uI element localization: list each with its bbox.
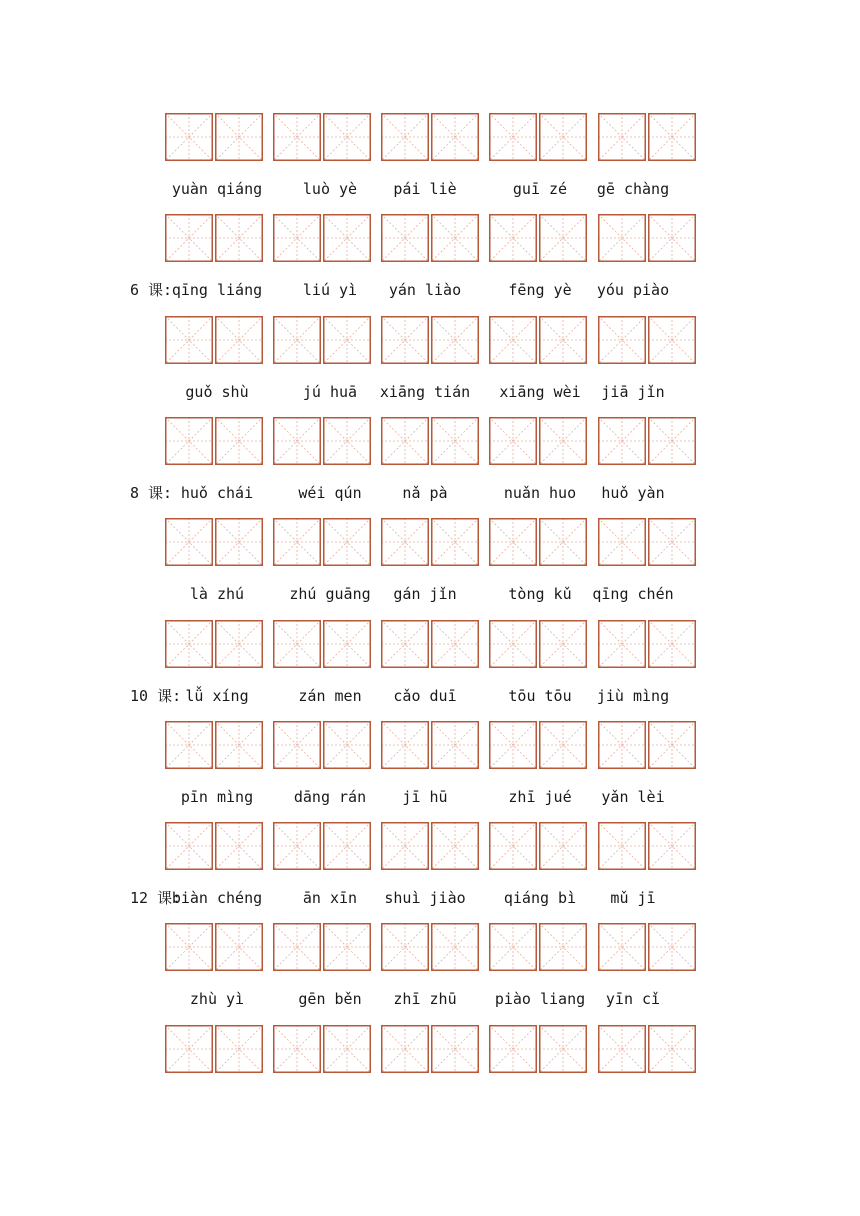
writing-box-pair[interactable] (381, 1025, 480, 1073)
writing-box-pair[interactable] (598, 316, 697, 364)
tianzige-grid (598, 316, 697, 364)
lesson-label: 8 课: (130, 483, 173, 502)
writing-box-pair[interactable] (489, 923, 588, 971)
writing-box-pair[interactable] (381, 721, 480, 769)
tianzige-grid (598, 1025, 697, 1073)
writing-box-pair[interactable] (381, 316, 480, 364)
writing-box-pair[interactable] (273, 214, 372, 262)
tianzige-grid (598, 923, 697, 971)
tianzige-grid (381, 518, 480, 566)
pinyin-row (0, 583, 860, 605)
writing-box-pair[interactable] (381, 822, 480, 870)
writing-box-pair[interactable] (381, 214, 480, 262)
pinyin-word: yǎn lèi (601, 787, 665, 806)
tianzige-grid (489, 721, 588, 769)
pinyin-word: guī zé (512, 180, 568, 198)
pinyin-row (0, 685, 860, 707)
pinyin-word: pái liè (393, 180, 457, 198)
tianzige-grid (273, 417, 372, 465)
writing-box-pair[interactable] (381, 923, 480, 971)
tianzige-grid (273, 214, 372, 262)
pinyin-word: qiáng bì (503, 889, 577, 908)
writing-box-pair[interactable] (381, 417, 480, 465)
writing-box-pair[interactable] (598, 923, 697, 971)
pinyin-word: yán liào (388, 281, 462, 300)
pinyin-word: huǒ chái (180, 483, 254, 502)
pinyin-word: gē chàng (596, 180, 670, 198)
writing-box-pair[interactable] (381, 113, 480, 161)
tianzige-grid (598, 417, 697, 465)
tianzige-grid (489, 316, 588, 364)
pinyin-word: jú huā (302, 382, 358, 401)
tianzige-grid (381, 721, 480, 769)
tianzige-grid (598, 620, 697, 668)
pinyin-word: liú yì (302, 281, 358, 300)
pinyin-word: yóu piào (596, 281, 670, 300)
tianzige-grid (598, 518, 697, 566)
tianzige-grid (273, 923, 372, 971)
writing-box-pair[interactable] (273, 316, 372, 364)
writing-box-pair[interactable] (598, 1025, 697, 1073)
pinyin-word: mǔ jī (610, 889, 656, 908)
tianzige-grid (165, 316, 264, 364)
tianzige-grid (165, 923, 264, 971)
pinyin-row (0, 786, 860, 808)
tianzige-grid (165, 822, 264, 870)
pinyin-word: nǎ pà (402, 483, 448, 502)
pinyin-word: guǒ shù (185, 382, 249, 401)
pinyin-word: jiù mìng (596, 686, 670, 705)
tianzige-grid (381, 1025, 480, 1073)
writing-box-pair[interactable] (489, 721, 588, 769)
writing-box-pair[interactable] (165, 113, 264, 161)
lesson-label: 10 课: (130, 686, 182, 705)
tianzige-grid (273, 721, 372, 769)
tianzige-grid (273, 316, 372, 364)
tianzige-grid (381, 214, 480, 262)
writing-box-pair[interactable] (273, 620, 372, 668)
pinyin-word: gán jǐn (393, 585, 457, 604)
pinyin-word: là zhú (189, 585, 245, 604)
writing-box-pair[interactable] (598, 214, 697, 262)
writing-box-pair[interactable] (489, 316, 588, 364)
tianzige-grid (598, 822, 697, 870)
writing-box-pair[interactable] (489, 518, 588, 566)
writing-box-pair[interactable] (273, 518, 372, 566)
pinyin-word: zhù yì (189, 990, 245, 1009)
tianzige-grid (381, 620, 480, 668)
pinyin-word: gēn běn (298, 990, 362, 1009)
writing-box-pair[interactable] (165, 923, 264, 971)
tianzige-grid (598, 113, 697, 161)
writing-box-pair[interactable] (381, 620, 480, 668)
pinyin-row (0, 887, 860, 909)
tianzige-grid (381, 316, 480, 364)
tianzige-grid (273, 113, 372, 161)
pinyin-word: tōu tōu (508, 686, 572, 705)
writing-box-pair[interactable] (273, 822, 372, 870)
tianzige-grid (489, 1025, 588, 1073)
tianzige-grid (273, 620, 372, 668)
tianzige-grid (598, 214, 697, 262)
tianzige-grid (489, 923, 588, 971)
pinyin-word: lǚ xíng (185, 686, 249, 705)
pinyin-word: yīn cǐ (605, 990, 661, 1009)
pinyin-word: qīng liáng (171, 281, 263, 300)
writing-box-pair[interactable] (598, 113, 697, 161)
pinyin-word: ān xīn (302, 889, 358, 908)
tianzige-grid (489, 113, 588, 161)
tianzige-grid (381, 113, 480, 161)
writing-box-pair[interactable] (381, 518, 480, 566)
pinyin-row (0, 988, 860, 1010)
pinyin-word: jiā jǐn (601, 382, 665, 401)
tianzige-grid (489, 822, 588, 870)
tianzige-grid (489, 417, 588, 465)
writing-box-pair[interactable] (165, 1025, 264, 1073)
pinyin-word: yuàn qiáng (171, 180, 263, 198)
tianzige-grid (489, 518, 588, 566)
writing-box-pair[interactable] (598, 822, 697, 870)
pinyin-word: fēng yè (508, 281, 572, 300)
writing-box-pair[interactable] (165, 417, 264, 465)
tianzige-grid (165, 417, 264, 465)
tianzige-grid (165, 113, 264, 161)
tianzige-grid (165, 518, 264, 566)
pinyin-row (0, 482, 860, 504)
writing-box-pair[interactable] (165, 316, 264, 364)
tianzige-grid (165, 214, 264, 262)
tianzige-grid (489, 214, 588, 262)
writing-box-pair[interactable] (165, 620, 264, 668)
pinyin-word: wéi qún (298, 483, 362, 502)
tianzige-grid (165, 1025, 264, 1073)
tianzige-grid (273, 518, 372, 566)
writing-box-pair[interactable] (273, 1025, 372, 1073)
pinyin-word: shuì jiào (384, 889, 466, 908)
pinyin-word: xiāng tián (379, 382, 471, 401)
tianzige-grid (273, 822, 372, 870)
pinyin-word: luò yè (302, 180, 358, 198)
tianzige-grid (489, 620, 588, 668)
writing-box-pair[interactable] (165, 518, 264, 566)
writing-box-pair[interactable] (489, 214, 588, 262)
tianzige-grid (273, 1025, 372, 1073)
pinyin-word: zhī jué (508, 787, 572, 806)
pinyin-word: biàn chéng (171, 889, 263, 908)
pinyin-word: zán men (298, 686, 362, 705)
pinyin-word: cǎo duī (393, 686, 457, 705)
writing-box-pair[interactable] (489, 113, 588, 161)
lesson-label: 12 课: (130, 889, 182, 908)
pinyin-word: zhú guāng (289, 585, 371, 604)
writing-box-pair[interactable] (165, 822, 264, 870)
tianzige-grid (381, 417, 480, 465)
writing-box-pair[interactable] (273, 113, 372, 161)
writing-box-pair[interactable] (165, 214, 264, 262)
writing-box-pair[interactable] (598, 518, 697, 566)
writing-box-pair[interactable] (489, 620, 588, 668)
pinyin-word: piào liang (494, 990, 586, 1009)
pinyin-row (0, 178, 860, 200)
writing-box-pair[interactable] (489, 417, 588, 465)
pinyin-word: huǒ yàn (601, 483, 665, 502)
pinyin-row (0, 279, 860, 301)
tianzige-grid (165, 721, 264, 769)
writing-box-pair[interactable] (489, 822, 588, 870)
writing-box-pair[interactable] (273, 721, 372, 769)
pinyin-word: tòng kǔ (508, 585, 572, 604)
writing-box-pair[interactable] (165, 721, 264, 769)
writing-box-pair[interactable] (598, 620, 697, 668)
pinyin-row (0, 381, 860, 403)
pinyin-word: zhī zhū (393, 990, 457, 1009)
pinyin-word: jī hū (402, 787, 448, 806)
tianzige-grid (165, 620, 264, 668)
lesson-label: 6 课: (130, 281, 173, 300)
pinyin-word: nuǎn huo (503, 483, 577, 502)
tianzige-grid (381, 822, 480, 870)
writing-box-pair[interactable] (273, 923, 372, 971)
tianzige-grid (381, 923, 480, 971)
writing-box-pair[interactable] (598, 417, 697, 465)
tianzige-grid (598, 721, 697, 769)
pinyin-word: dāng rán (293, 787, 367, 806)
writing-box-pair[interactable] (598, 721, 697, 769)
writing-box-pair[interactable] (273, 417, 372, 465)
pinyin-word: qīng chén (592, 585, 674, 604)
pinyin-word: xiāng wèi (499, 382, 581, 401)
writing-box-pair[interactable] (489, 1025, 588, 1073)
pinyin-word: pīn mìng (180, 787, 254, 806)
